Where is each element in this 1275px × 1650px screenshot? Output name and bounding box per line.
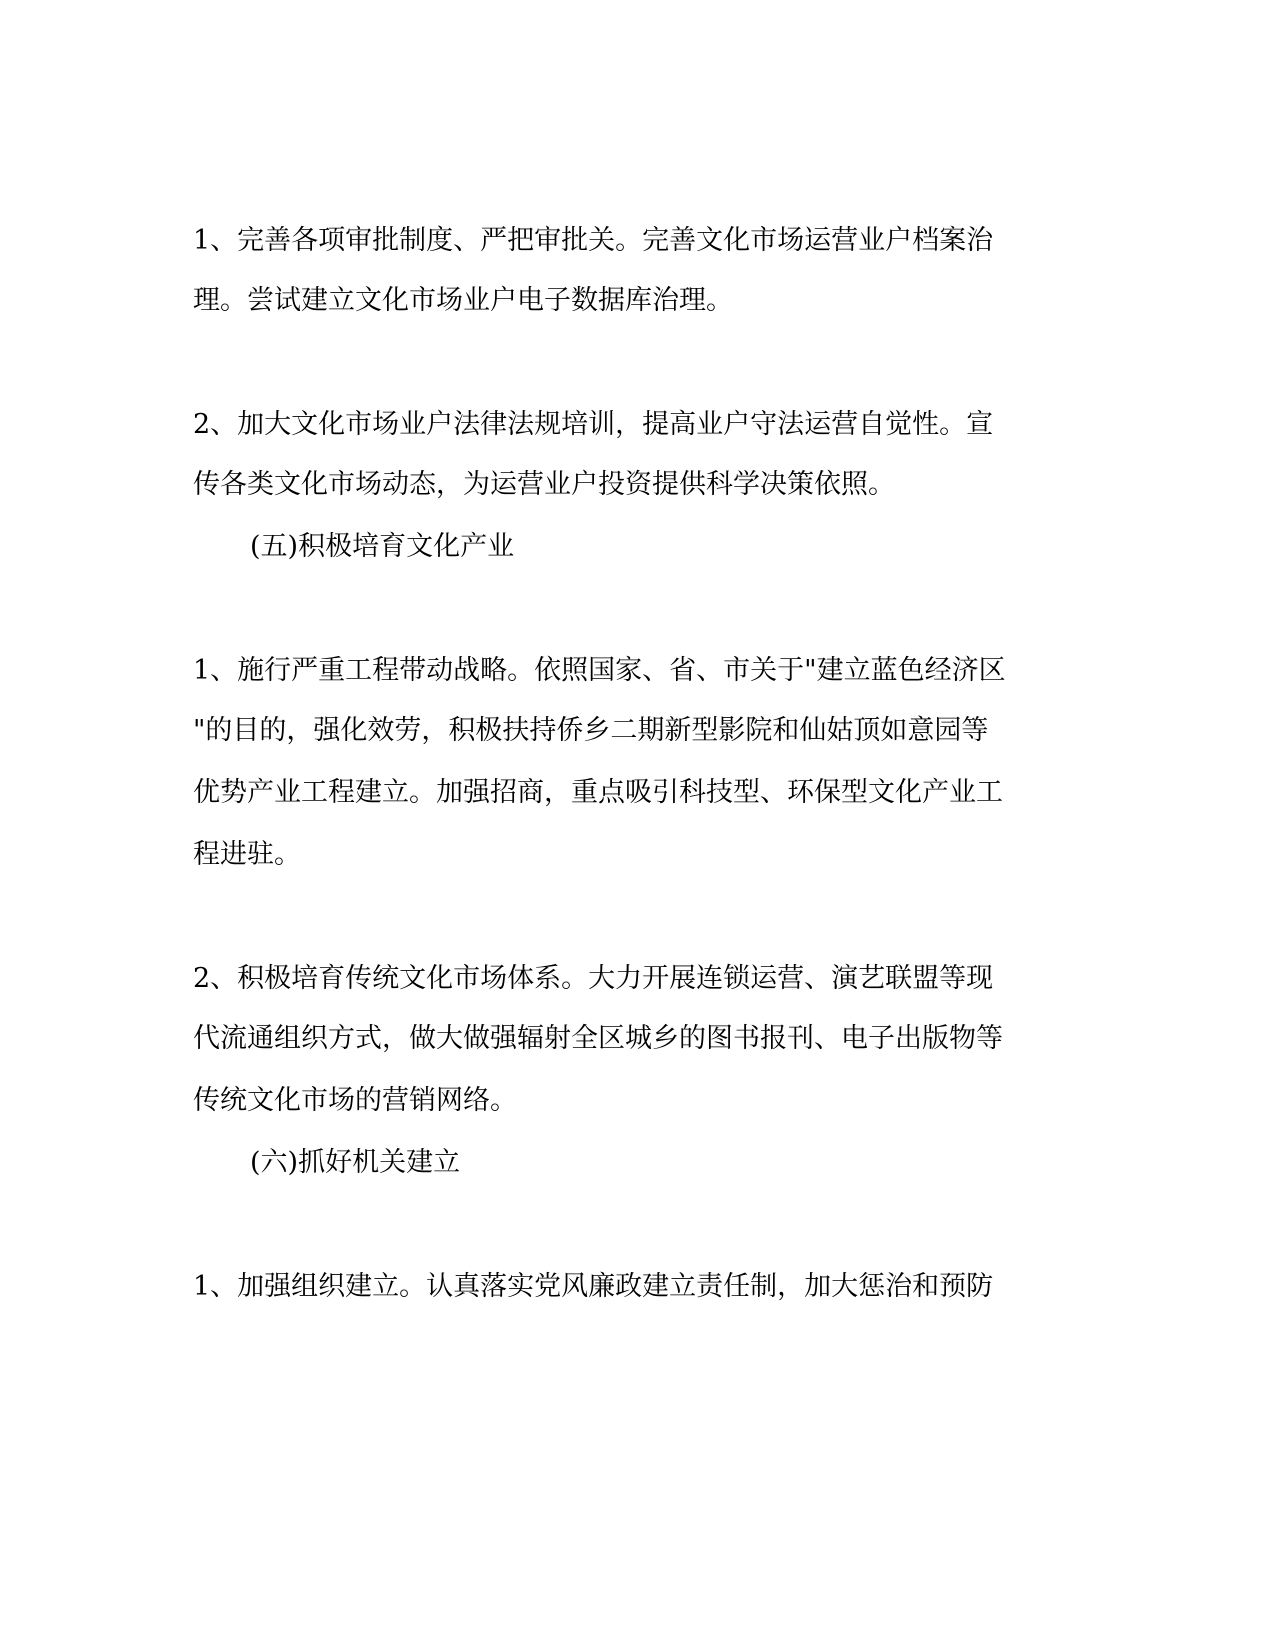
paragraph-3-line-1: 1、施行严重工程带动战略。依照国家、省、市关于"建立蓝色经济区 bbox=[193, 655, 1006, 686]
paragraph-3-line-3: 优势产业工程建立。加强招商，重点吸引科技型、环保型文化产业工 bbox=[193, 777, 1003, 808]
paragraph-1-line-2: 理。尝试建立文化市场业户电子数据库治理。 bbox=[193, 285, 733, 316]
paragraph-3-line-2: "的目的，强化效劳，积极扶持侨乡二期新型影院和仙姑顶如意园等 bbox=[193, 715, 989, 746]
paragraph-2-line-1: 2、加大文化市场业户法律法规培训，提高业户守法运营自觉性。宣 bbox=[193, 409, 994, 440]
paragraph-5-line-1: 1、加强组织建立。认真落实党风廉政建立责任制，加大惩治和预防 bbox=[193, 1271, 994, 1302]
paragraph-4-line-3: 传统文化市场的营销网络。 bbox=[193, 1085, 517, 1116]
heading-section-5: (五)积极培育文化产业 bbox=[250, 531, 515, 562]
paragraph-1-line-1: 1、完善各项审批制度、严把审批关。完善文化市场运营业户档案治 bbox=[193, 225, 994, 256]
paragraph-2-line-2: 传各类文化市场动态，为运营业户投资提供科学决策依照。 bbox=[193, 469, 895, 500]
paragraph-4-line-2: 代流通组织方式，做大做强辐射全区城乡的图书报刊、电子出版物等 bbox=[193, 1023, 1003, 1054]
paragraph-4-line-1: 2、积极培育传统文化市场体系。大力开展连锁运营、演艺联盟等现 bbox=[193, 963, 994, 994]
heading-section-6: (六)抓好机关建立 bbox=[250, 1147, 461, 1178]
paragraph-3-line-4: 程进驻。 bbox=[193, 839, 301, 870]
